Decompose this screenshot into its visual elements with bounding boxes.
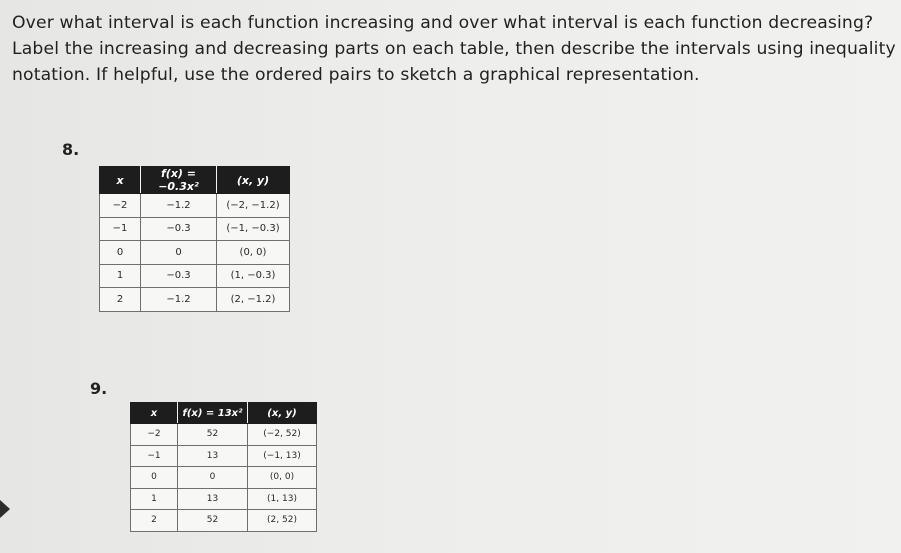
cell-x: 1	[131, 488, 178, 510]
header-x: x	[100, 167, 141, 194]
cell-x: −2	[131, 424, 178, 446]
cell-x: −1	[131, 445, 178, 467]
cell-fx: −1.2	[141, 288, 217, 312]
cell-fx: 13	[178, 445, 248, 467]
cell-pair: (−2, 52)	[248, 424, 317, 446]
pencil-mark	[0, 500, 10, 518]
cell-fx: 0	[141, 241, 217, 265]
header-function: f(x) = −0.3x²	[141, 167, 217, 194]
table-row	[131, 467, 317, 489]
cell-fx: −1.2	[141, 194, 217, 218]
problem-8-number: 8.	[62, 140, 80, 159]
header-x: x	[131, 403, 178, 424]
cell-x: 1	[100, 264, 141, 288]
cell-fx: 13	[178, 488, 248, 510]
cell-pair: (−2, −1.2)	[217, 194, 290, 218]
cell-fx: 0	[178, 467, 248, 489]
cell-x: 0	[131, 467, 178, 489]
cell-pair: (1, 13)	[248, 488, 317, 510]
cell-pair: (1, −0.3)	[217, 264, 290, 288]
cell-x: −2	[100, 194, 141, 218]
header-ordered-pair: (x, y)	[217, 167, 290, 194]
header-function: f(x) = 13x²	[178, 403, 248, 424]
table-row	[131, 424, 317, 446]
cell-pair: (−1, 13)	[248, 445, 317, 467]
table-row	[100, 241, 290, 265]
cell-x: 2	[100, 288, 141, 312]
table-row	[131, 488, 317, 510]
cell-fx: 52	[178, 424, 248, 446]
cell-x: 2	[131, 510, 178, 532]
header-ordered-pair: (x, y)	[248, 403, 317, 424]
cell-x: −1	[100, 217, 141, 241]
table-row	[100, 264, 290, 288]
cell-pair: (2, 52)	[248, 510, 317, 532]
problem-9-number: 9.	[90, 379, 108, 398]
table-row	[100, 194, 290, 218]
cell-pair: (0, 0)	[217, 241, 290, 265]
cell-pair: (2, −1.2)	[217, 288, 290, 312]
cell-pair: (0, 0)	[248, 467, 317, 489]
cell-fx: −0.3	[141, 217, 217, 241]
table-row	[100, 217, 290, 241]
cell-pair: (−1, −0.3)	[217, 217, 290, 241]
cell-x: 0	[100, 241, 141, 265]
cell-fx: −0.3	[141, 264, 217, 288]
instructions-text: Over what interval is each function increasing and over what interval is each function decreasing? Label the increasing and decreasing parts on each table, then describe the intervals using inequality notation. If helpful, use the ordered pairs to sketch a graphical representation.	[12, 13, 896, 85]
problem-9-table	[130, 402, 317, 532]
table-row	[131, 445, 317, 467]
problem-8-table	[99, 166, 290, 312]
table-header-row	[131, 403, 317, 424]
table-row	[131, 510, 317, 532]
table-row	[100, 288, 290, 312]
cell-fx: 52	[178, 510, 248, 532]
table-header-row	[100, 167, 290, 194]
